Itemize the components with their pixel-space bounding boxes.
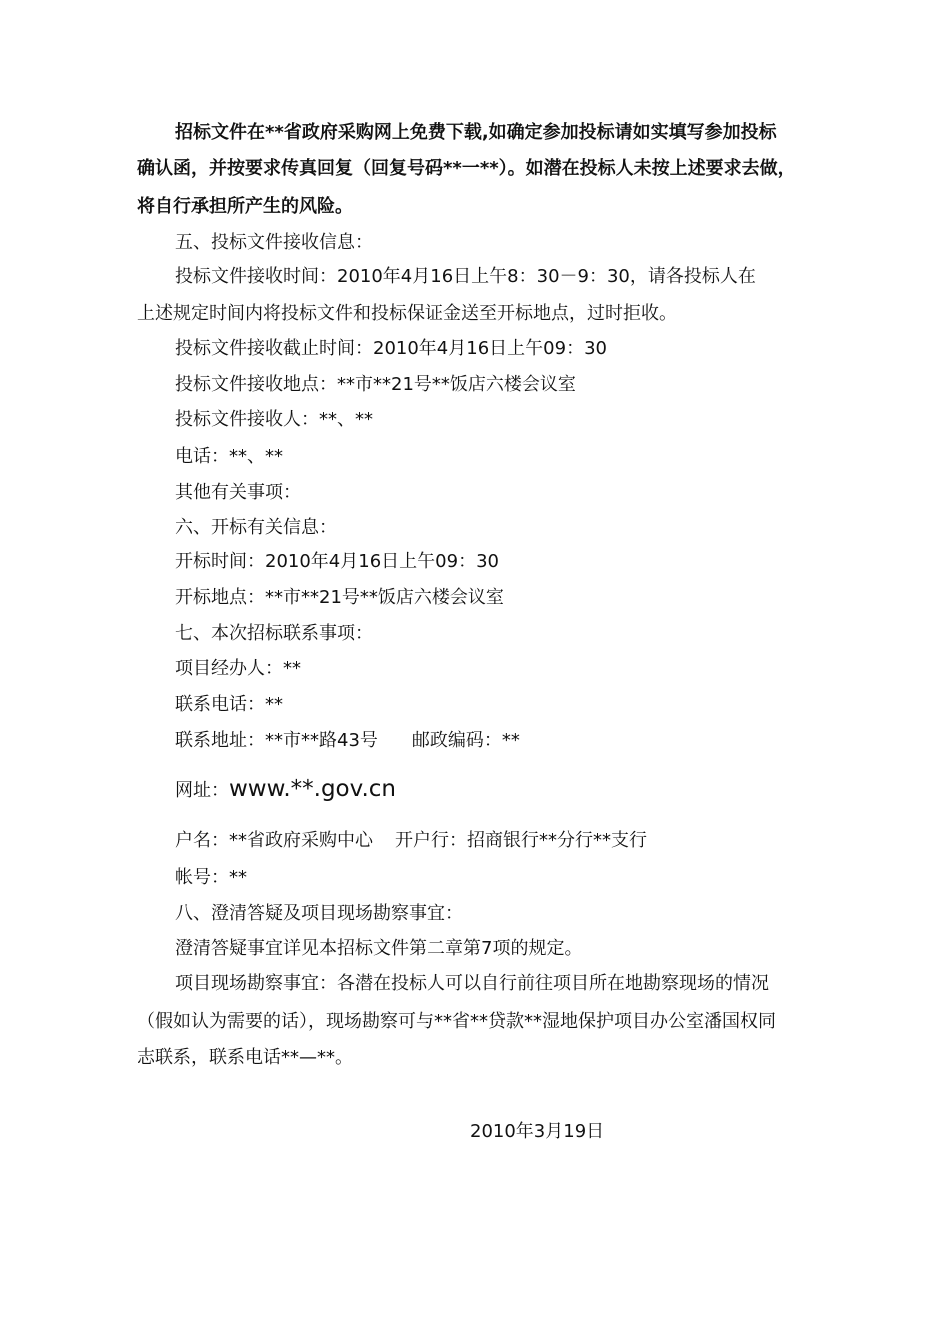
clarification-note: 澄清答疑事宜详见本招标文件第二章第7项的规定。 [175, 938, 583, 959]
account-number: 帐号：** [175, 867, 247, 888]
bid-receipt-place: 投标文件接收地点：**市**21号**饭店六楼会议室 [175, 374, 576, 395]
account-row [175, 829, 647, 853]
contact-address: 联系地址：**市**路43号 [175, 730, 378, 751]
section-5-heading: 五、投标文件接收信息： [175, 232, 373, 253]
postcode: 邮政编码：** [411, 730, 520, 751]
document-date: 2010年3月19日 [470, 1121, 605, 1142]
website-label: 网址： [175, 780, 229, 801]
other-matters: 其他有关事项： [175, 482, 301, 503]
section-6-heading: 六、开标有关信息： [175, 517, 337, 538]
contact-phone: 电话：**、** [175, 446, 283, 467]
bid-download-notice-line-3: 将自行承担所产生的风险。 [137, 196, 353, 217]
section-7-heading: 七、本次招标联系事项： [175, 623, 373, 644]
bid-receiver: 投标文件接收人：**、** [175, 409, 373, 430]
bid-receipt-deadline: 投标文件接收截止时间：2010年4月16日上午09：30 [175, 338, 607, 359]
bid-download-notice-line-1: 招标文件在**省政府采购网上免费下载,如确定参加投标请如实填写参加投标 [175, 122, 777, 143]
bid-receipt-time-line-1: 投标文件接收时间：2010年4月16日上午8：30－9：30，请各投标人在 [175, 266, 756, 287]
site-survey-line-2: （假如认为需要的话），现场勘察可与**省**贷款**湿地保护项目办公室潘国权同 [137, 1011, 776, 1032]
contact-address-row [175, 729, 520, 753]
bank-name: 开户行：招商银行**分行**支行 [395, 830, 647, 851]
section-8-heading: 八、澄清答疑及项目现场勘察事宜： [175, 903, 463, 924]
site-survey-line-3: 志联系，联系电话**—**。 [137, 1047, 353, 1068]
website-url: www.**.gov.cn [229, 776, 396, 802]
website-row [175, 777, 396, 803]
bid-download-notice-line-2: 确认函，并按要求传真回复（回复号码**一**）。如潜在投标人未按上述要求去做， [137, 158, 796, 179]
account-name: 户名：**省政府采购中心 [175, 830, 373, 851]
site-survey-line-1: 项目现场勘察事宜：各潜在投标人可以自行前往项目所在地勘察现场的情况 [175, 973, 769, 994]
project-manager: 项目经办人：** [175, 658, 301, 679]
bid-opening-time: 开标时间：2010年4月16日上午09：30 [175, 551, 499, 572]
bid-opening-place: 开标地点：**市**21号**饭店六楼会议室 [175, 587, 504, 608]
bid-receipt-time-line-2: 上述规定时间内将投标文件和投标保证金送至开标地点，过时拒收。 [137, 303, 677, 324]
contact-telephone: 联系电话：** [175, 694, 283, 715]
